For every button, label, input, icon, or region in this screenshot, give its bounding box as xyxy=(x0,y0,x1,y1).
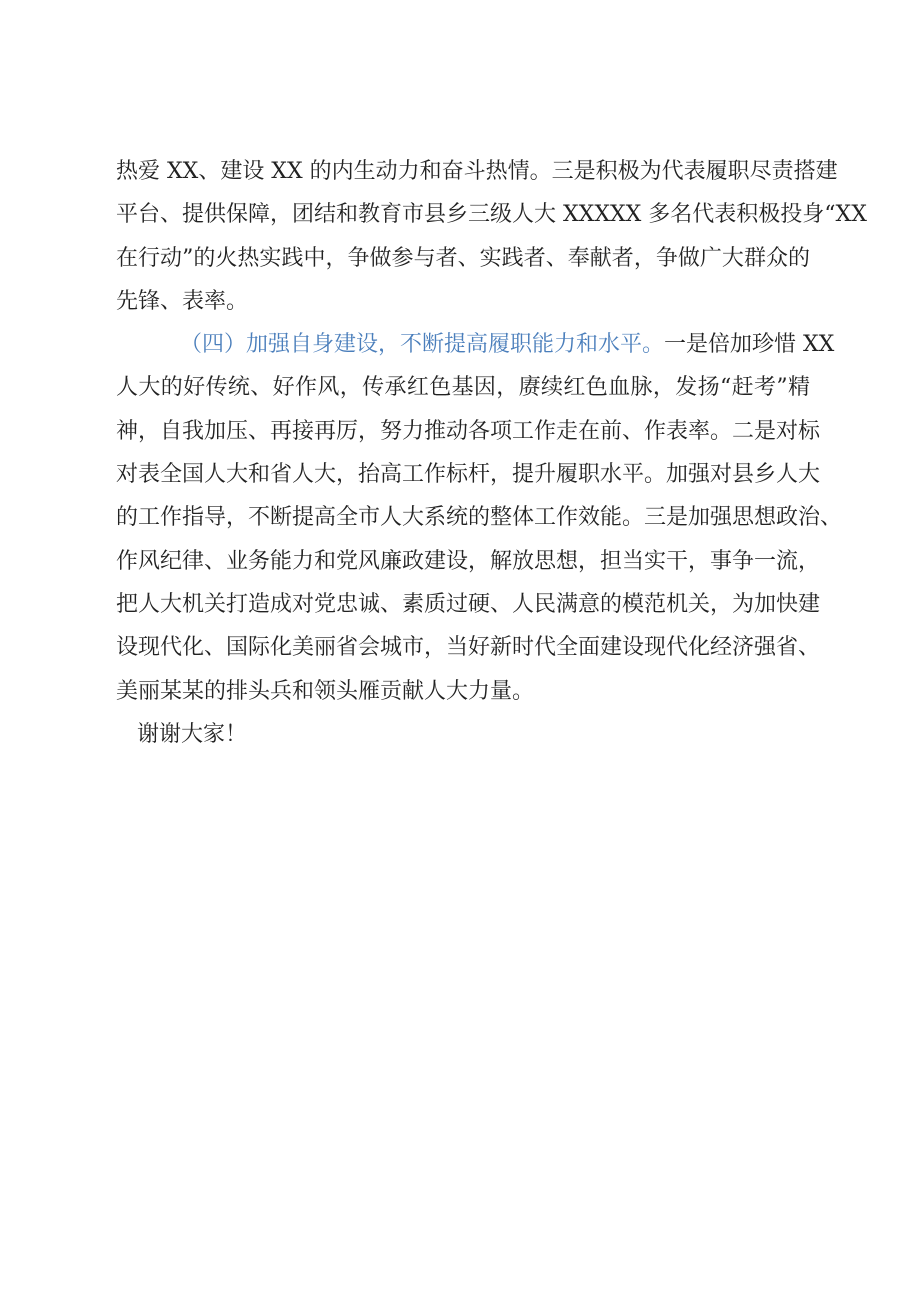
paragraph-first-line xyxy=(116,323,835,366)
paragraph-line: 人大的好传统、好作风，传承红色基因，赓续红色血脉，发扬“赶考”精 xyxy=(116,375,810,401)
paragraph-line: 美丽某某的排头兵和领头雁贡献人大力量。 xyxy=(116,678,535,704)
paragraph-line: 把人大机关打造成对党忠诚、素质过硬、人民满意的模范机关，为加快建 xyxy=(116,591,821,617)
paragraph-line: 对表全国人大和省人大，抬高工作标杆，提升履职水平。加强对县乡人大 xyxy=(116,462,821,488)
paragraph-line: 先锋、表率。 xyxy=(116,288,249,314)
section-heading: （四）加强自身建设，不断提高履职能力和水平。 xyxy=(180,332,665,358)
paragraph-line: 在行动”的火热实践中，争做参与者、实践者、奉献者，争做广大群众的 xyxy=(116,245,810,271)
document-body xyxy=(116,150,867,756)
paragraph-line: 神，自我加压、再接再厉，努力推动各项工作走在前、作表率。二是对标 xyxy=(116,418,821,444)
paragraph-line: 热爱 XX、建设 XX 的内生动力和奋斗热情。三是积极为代表履职尽责搭建 xyxy=(116,159,838,184)
heading-line-rest: 一是倍加珍惜 XX xyxy=(664,332,835,358)
paragraph-representatives xyxy=(116,150,867,323)
paragraph-line: 平台、提供保障，团结和教育市县乡三级人大 XXXXX 多名代表积极投身“XX xyxy=(116,202,867,228)
closing-remark: 谢谢大家！ xyxy=(137,721,248,747)
paragraph-line: 的工作指导，不断提高全市人大系统的整体工作效能。三是加强思想政治、 xyxy=(116,505,843,531)
paragraph-self-construction xyxy=(116,323,843,713)
paragraph-line: 设现代化、国际化美丽省会城市，当好新时代全面建设现代化经济强省、 xyxy=(116,635,821,661)
paragraph-line: 作风纪律、业务能力和党风廉政建设，解放思想，担当实干，事争一流， xyxy=(116,548,821,574)
